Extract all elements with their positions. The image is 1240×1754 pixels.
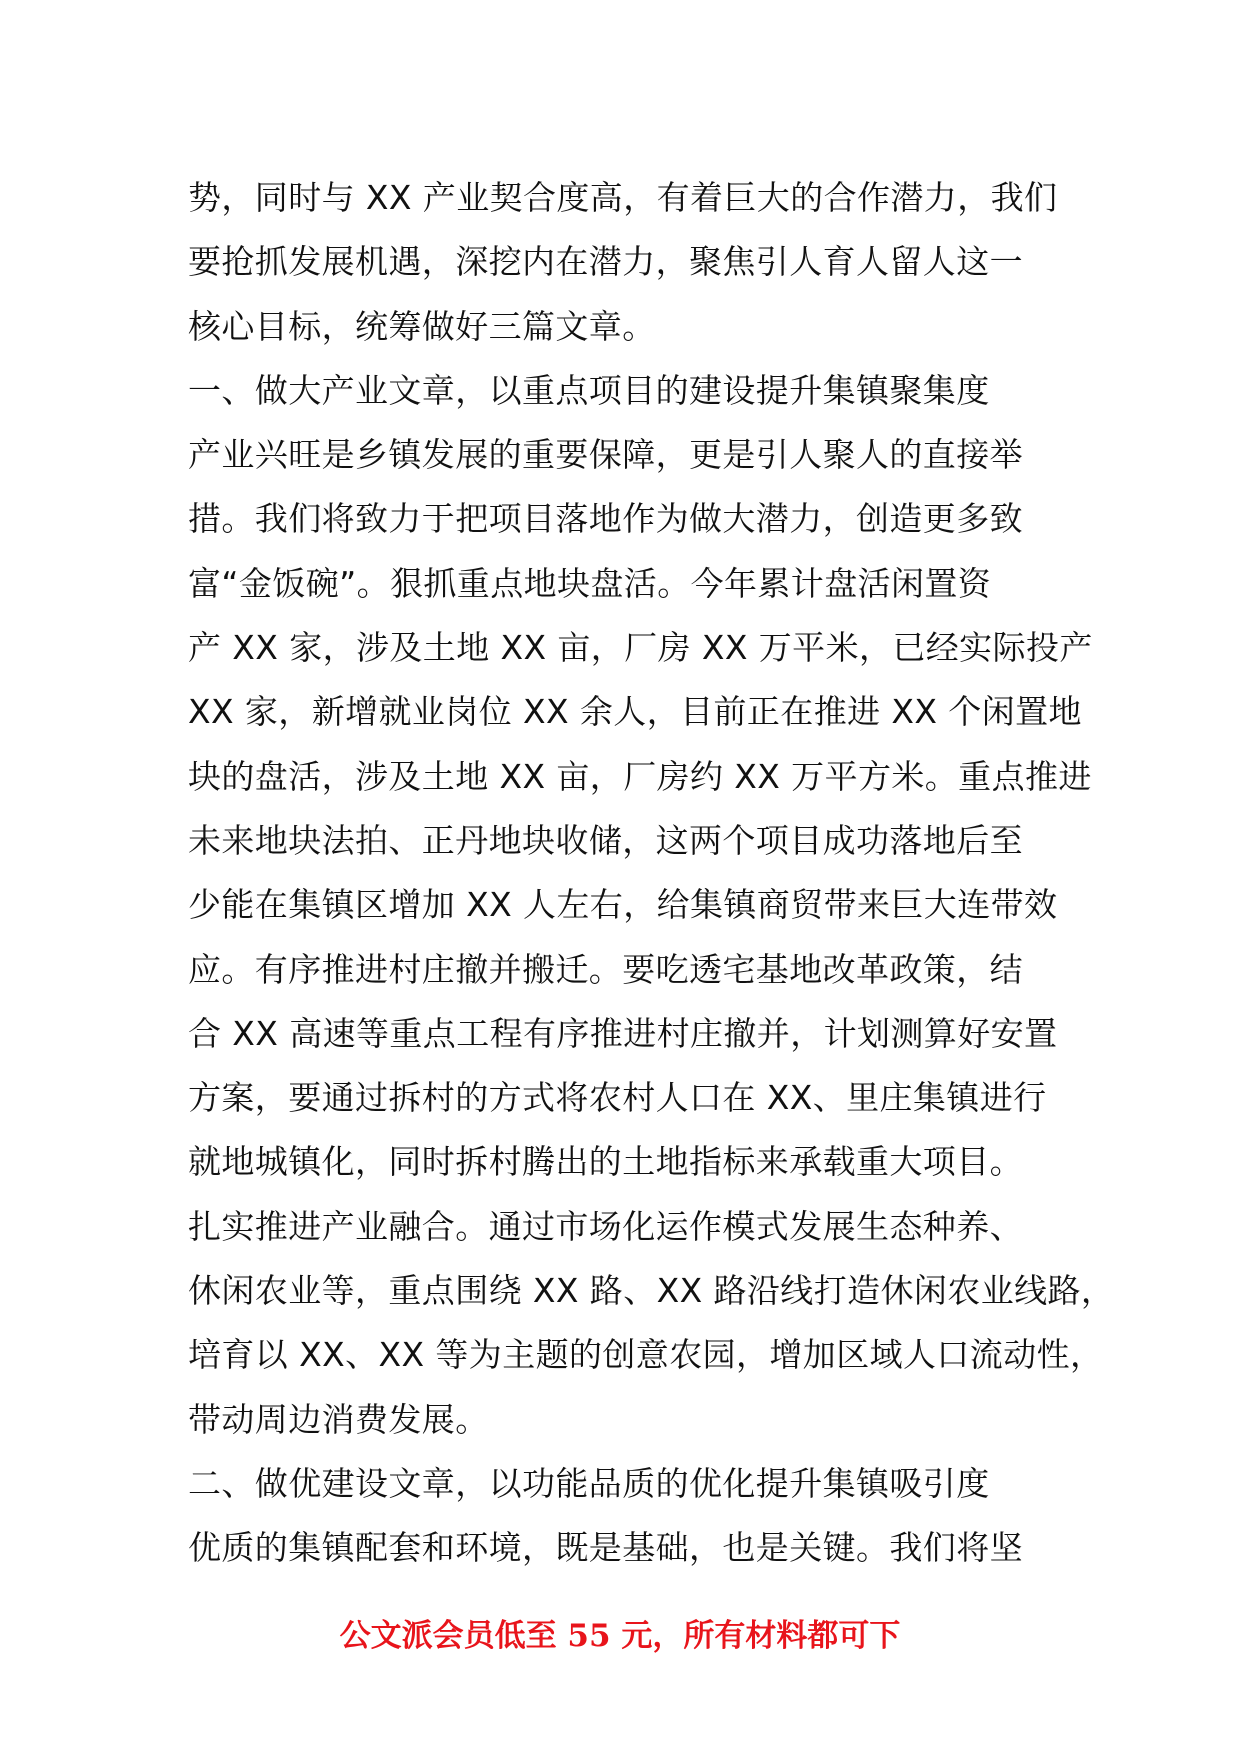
text-line: 要抢抓发展机遇，深挖内在潜力，聚焦引人育人留人这一 <box>188 242 1023 282</box>
text-line: 措。我们将致力于把项目落地作为做大潜力，创造更多致 <box>188 499 1023 539</box>
section-heading-2: 二、做优建设文章，以功能品质的优化提升集镇吸引度 <box>188 1463 990 1503</box>
text-line: 少能在集镇区增加 XX 人左右，给集镇商贸带来巨大连带效 <box>188 885 1058 925</box>
text-line: 未来地块法拍、正丹地块收储，这两个项目成功落地后至 <box>188 820 1023 860</box>
text-line: 就地城镇化，同时拆村腾出的土地指标来承载重大项目。 <box>188 1142 1023 1182</box>
text-line: 优质的集镇配套和环境，既是基础，也是关键。我们将坚 <box>188 1528 1023 1568</box>
section-heading-1: 一、做大产业文章，以重点项目的建设提升集镇聚集度 <box>188 370 990 410</box>
text-line: 培育以 XX、XX 等为主题的创意农园，增加区域人口流动性， <box>188 1335 1104 1375</box>
text-line: 产 XX 家，涉及土地 XX 亩，厂房 XX 万平米，已经实际投产 <box>188 628 1093 668</box>
text-line: XX 家，新增就业岗位 XX 余人，目前正在推进 XX 个闲置地 <box>188 692 1082 732</box>
text-line: 扎实推进产业融合。通过市场化运作模式发展生态种养、 <box>188 1206 1023 1246</box>
text-line: 产业兴旺是乡镇发展的重要保障，更是引人聚人的直接举 <box>188 435 1023 475</box>
text-line: 核心目标，统筹做好三篇文章。 <box>188 306 656 346</box>
text-line: 合 XX 高速等重点工程有序推进村庄撤并，计划测算好安置 <box>188 1013 1058 1053</box>
text-line: 带动周边消费发展。 <box>188 1399 489 1439</box>
text-line: 块的盘活，涉及土地 XX 亩，厂房约 XX 万平方米。重点推进 <box>188 756 1092 796</box>
text-line: 富“金饭碗”。狠抓重点地块盘活。今年累计盘活闲置资 <box>188 563 992 603</box>
text-line: 休闲农业等，重点围绕 XX 路、XX 路沿线打造休闲农业线路， <box>188 1271 1115 1311</box>
text-line: 方案，要通过拆村的方式将农村人口在 XX、里庄集镇进行 <box>188 1078 1047 1118</box>
text-line: 势，同时与 XX 产业契合度高，有着巨大的合作潜力，我们 <box>188 178 1058 217</box>
document-body <box>188 166 1115 1581</box>
text-line: 应。有序推进村庄撤并搬迁。要吃透宅基地改革政策，结 <box>188 949 1023 989</box>
promo-banner: 公文派会员低至 55 元，所有材料都可下 <box>339 1618 901 1654</box>
